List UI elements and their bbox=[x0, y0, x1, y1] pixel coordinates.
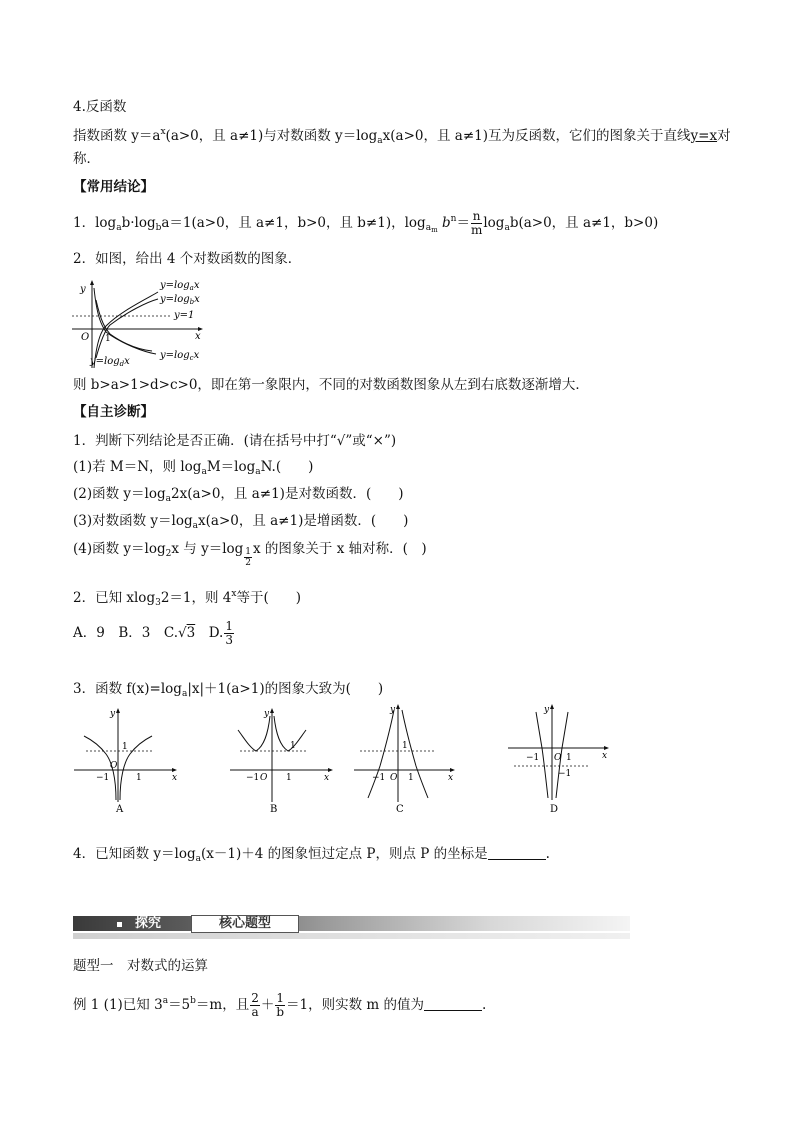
label-log-a: $y=\log_ax$ bbox=[160, 280, 200, 292]
fraction: $\frac{1}{b}$ bbox=[276, 991, 285, 1019]
sub: 3 bbox=[155, 598, 161, 608]
x-axis-arrow-icon bbox=[328, 768, 333, 772]
graph-option-b bbox=[228, 704, 338, 816]
text: (3)对数函数 y＝log bbox=[73, 513, 193, 529]
text: a＝1(a>0，且 a≠1，b>0，且 b≠1)，log bbox=[161, 215, 426, 231]
text: D. bbox=[195, 625, 224, 641]
y-label: y bbox=[390, 705, 396, 715]
text: ＝5 bbox=[168, 997, 191, 1013]
sup: x bbox=[160, 127, 166, 137]
text: 指数函数 y＝a bbox=[73, 128, 161, 144]
section-title: 4.反函数 bbox=[73, 99, 127, 115]
section-text-line1 bbox=[73, 123, 731, 150]
section-text-line2: 称． bbox=[73, 151, 100, 167]
question-4 bbox=[73, 845, 550, 868]
answer-blank[interactable] bbox=[488, 846, 546, 860]
line-equation: y=x bbox=[690, 128, 718, 144]
origin-label: O bbox=[81, 332, 90, 343]
x-axis-arrow-icon bbox=[450, 768, 455, 772]
sup: n bbox=[450, 214, 457, 224]
option-label: D bbox=[550, 804, 559, 815]
sup: a bbox=[162, 996, 169, 1006]
graph-option-d bbox=[506, 700, 616, 816]
text: ＝1，则实数 m 的值为 bbox=[286, 997, 424, 1013]
x-one-label: 1 bbox=[136, 773, 142, 783]
text: b·log bbox=[121, 215, 156, 231]
origin-label: O bbox=[260, 773, 268, 783]
conclusions-heading: 【常用结论】 bbox=[73, 179, 154, 195]
y-axis-arrow-icon bbox=[90, 280, 94, 285]
x-one-label: 1 bbox=[286, 773, 292, 783]
text: ＋ bbox=[260, 997, 275, 1013]
sub: a bbox=[504, 223, 510, 233]
sub: a bbox=[116, 223, 122, 233]
origin-label: O bbox=[110, 761, 118, 771]
text: |x|＋1(a>1)的图象大致为( ) bbox=[187, 681, 384, 697]
question-2-options bbox=[73, 620, 235, 647]
sub: b bbox=[155, 223, 162, 233]
y-one-label: 1 bbox=[402, 741, 408, 751]
fraction: $\frac{2}{a}$ bbox=[251, 991, 259, 1019]
fraction: $\frac{1}{3}$ bbox=[225, 619, 233, 647]
example-1 bbox=[73, 992, 486, 1019]
text: x 与 y＝log bbox=[171, 541, 244, 557]
text: (x－1)＋4 的图象恒过定点 P，则点 P 的坐标是 bbox=[200, 846, 488, 862]
type1-heading: 题型一 对数式的运算 bbox=[73, 958, 208, 974]
sub: a bbox=[377, 136, 383, 146]
sub: a bbox=[425, 223, 432, 233]
sqrt-icon: √ bbox=[178, 625, 187, 641]
x-neg-one-label: −1 bbox=[526, 753, 540, 763]
text: 3．函数 f(x)=log bbox=[73, 681, 182, 697]
fraction: $\frac{1}{2}$ bbox=[245, 547, 252, 568]
y-one-label: 1 bbox=[290, 741, 296, 751]
self-check-heading: 【自主诊断】 bbox=[73, 404, 154, 420]
y-label: y bbox=[264, 709, 270, 719]
banner-label-explore: 探究 bbox=[135, 916, 162, 931]
text: (4)函数 y＝log bbox=[73, 541, 166, 557]
text: x(a>0，且 a≠1)是增函数．( ) bbox=[198, 513, 409, 529]
y-axis-arrow-icon bbox=[550, 704, 554, 709]
x-one-label: 1 bbox=[566, 753, 572, 763]
x-axis-arrow-icon bbox=[172, 768, 177, 772]
origin-label: O bbox=[554, 753, 562, 763]
text: 4．已知函数 y＝log bbox=[73, 846, 196, 862]
y-axis-arrow-icon bbox=[270, 708, 274, 713]
fraction: $\frac{n}{m}$ bbox=[470, 209, 483, 237]
option-label: B bbox=[270, 804, 278, 815]
graph-option-c bbox=[352, 700, 462, 816]
sub: a bbox=[165, 494, 172, 504]
sub: a bbox=[195, 854, 201, 864]
text: 例 1 (1)已知 3 bbox=[73, 997, 163, 1013]
x-label: x bbox=[448, 773, 454, 783]
text: (2)函数 y＝log bbox=[73, 486, 166, 502]
text: ＝ bbox=[456, 215, 470, 231]
y-neg-one-label: −1 bbox=[558, 769, 572, 779]
x-one-label: 1 bbox=[105, 334, 111, 344]
conclusion-2: 2．如图，给出 4 个对数函数的图象． bbox=[73, 251, 302, 267]
option-label: C bbox=[396, 804, 404, 815]
text: A．9 B．3 C. bbox=[73, 625, 178, 641]
x-label: x bbox=[602, 751, 608, 761]
sup: x bbox=[231, 589, 237, 599]
question-1-1 bbox=[73, 458, 313, 481]
text: (a>0，且 a≠1)与对数函数 y＝log bbox=[165, 128, 378, 144]
graph-option-a bbox=[72, 704, 182, 816]
square-icon bbox=[117, 922, 122, 927]
log-functions-figure bbox=[72, 278, 212, 370]
text: 3 bbox=[186, 625, 196, 641]
sub: m bbox=[431, 226, 438, 234]
sub: 2 bbox=[165, 549, 172, 559]
text: 2x(a>0，且 a≠1)是对数函数．( ) bbox=[171, 486, 404, 502]
question-3 bbox=[73, 680, 383, 703]
answer-blank[interactable] bbox=[424, 997, 482, 1011]
x-label: x bbox=[324, 773, 330, 783]
y-axis-arrow-icon bbox=[116, 708, 120, 713]
label-y-equals-1: y=1 bbox=[174, 310, 195, 321]
origin-label: O bbox=[390, 773, 398, 783]
sub: a bbox=[201, 467, 207, 477]
y-label: y bbox=[544, 705, 550, 715]
x-axis-label: x bbox=[195, 331, 201, 342]
question-2 bbox=[73, 585, 301, 612]
sub: a bbox=[181, 689, 188, 699]
text: 2．已知 xlog bbox=[73, 590, 156, 606]
x-neg-one-label: −1 bbox=[372, 773, 386, 783]
x-neg-one-label: −1 bbox=[96, 773, 110, 783]
label-log-d: $y=\log_dx$ bbox=[90, 356, 130, 368]
question-1: 1．判断下列结论是否正确．(请在括号中打“√”或“×”) bbox=[73, 433, 397, 449]
y-axis-arrow-icon bbox=[396, 704, 400, 709]
x-label: x bbox=[172, 773, 178, 783]
text: . bbox=[545, 846, 550, 862]
text: b(a>0，且 a≠1，b>0) bbox=[509, 215, 659, 231]
text: 等于( ) bbox=[236, 590, 302, 606]
section-banner bbox=[73, 913, 630, 943]
y-axis-label: y bbox=[80, 284, 86, 295]
y-label: y bbox=[110, 709, 116, 719]
banner-label-core: 核心题型 bbox=[191, 915, 299, 933]
text: . bbox=[482, 997, 487, 1013]
option-label: A bbox=[116, 804, 124, 815]
text: 对 bbox=[717, 128, 731, 144]
x-neg-one-label: −1 bbox=[246, 773, 260, 783]
text: 2＝1，则 4 bbox=[160, 590, 232, 606]
text: M＝log bbox=[206, 459, 256, 475]
text: ＝m，且 bbox=[195, 997, 250, 1013]
label-log-b: $y=\log_bx$ bbox=[160, 294, 200, 306]
text: N.( ) bbox=[260, 459, 314, 475]
question-1-3 bbox=[73, 512, 408, 535]
text: b bbox=[442, 215, 451, 231]
question-1-4 bbox=[73, 540, 427, 568]
text: log bbox=[483, 215, 505, 231]
conclusion-2-result: 则 b>a>1>d>c>0，即在第一象限内，不同的对数函数图象从左到右底数逐渐增大． bbox=[73, 377, 589, 393]
text: (1)若 M＝N，则 log bbox=[73, 459, 202, 475]
question-1-2 bbox=[73, 485, 403, 508]
text: x(a>0，且 a≠1)互为反函数，它们的图象关于直线 bbox=[382, 128, 691, 144]
y-one-label: 1 bbox=[122, 742, 128, 752]
sub: a bbox=[255, 467, 261, 477]
sub: a bbox=[192, 521, 199, 531]
text: x 的图象关于 x 轴对称．( ) bbox=[253, 541, 427, 557]
text: 1．log bbox=[73, 215, 117, 231]
banner-shadow bbox=[73, 933, 630, 939]
label-log-c: $y=\log_cx$ bbox=[160, 350, 200, 362]
x-axis-arrow-icon bbox=[604, 746, 609, 750]
conclusion-1 bbox=[73, 210, 658, 239]
x-one-label: 1 bbox=[408, 773, 414, 783]
sup: b bbox=[190, 996, 196, 1006]
